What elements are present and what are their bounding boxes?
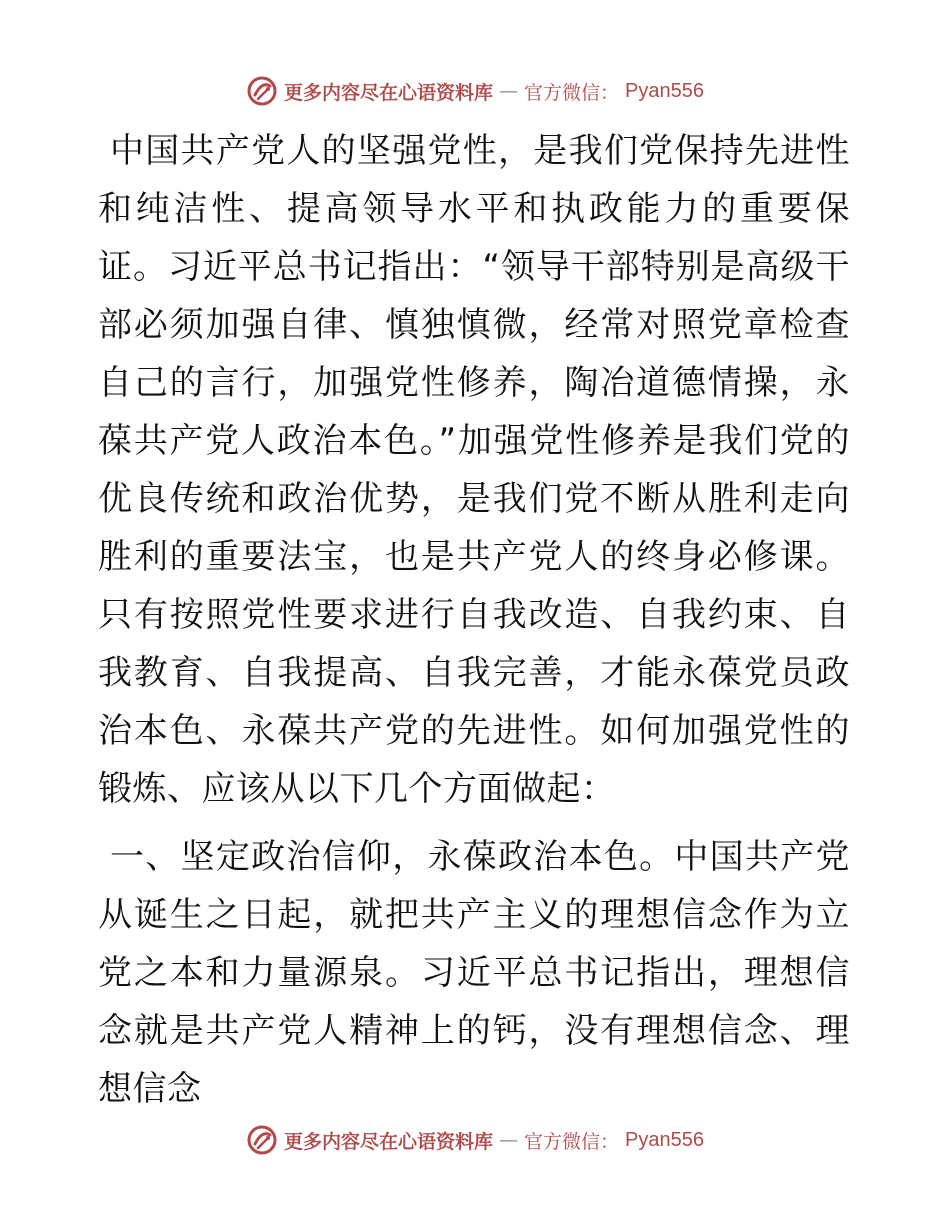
footer-dash: — — [499, 1129, 519, 1151]
document-body — [98, 122, 850, 1118]
header-banner — [0, 71, 950, 111]
footer-site-text: 更多内容尽在心语资料库 — [284, 1130, 494, 1153]
paragraph-section-one: 一、坚定政治信仰，永葆政治本色。中国共产党从诞生之日起，就把共产主义的理想信念作为立党之本和力量源泉。习近平总书记指出，理想信念就是共产党人精神上的钙，没有理想信念、理想信念 — [98, 837, 850, 1109]
paragraph-intro: 中国共产党人的坚强党性，是我们党保持先进性和纯洁性、提高领导水平和执政能力的重要保证。习近平总书记指出：“领导干部特别是高级干部必须加强自律、慎独慎微，经常对照党章检查自己的言行，加强党性修养，陶冶道德情操，永葆共产党人政治本色。”加强党性修养是我们党的优良传统和政治优势，是我们党不断从胜利走向胜利的重要法宝，也是共产党人的终身必修课。只有按照党性要求进行自我改造、自我约束、自我教育、自我提高、自我完善，才能永葆党员政治本色、永葆共产党的先进性。如何加强党性的锻炼、应该从以下几个方面做起： — [98, 131, 850, 809]
footer-wechat-label: 官方微信： — [524, 1130, 620, 1153]
footer-banner — [0, 1120, 950, 1160]
header-site-text: 更多内容尽在心语资料库 — [284, 81, 494, 104]
header-dash: — — [499, 80, 519, 102]
brand-logo-icon — [246, 75, 278, 107]
header-wechat-label: 官方微信： — [524, 81, 620, 104]
header-wechat-id: Pyan556 — [625, 79, 704, 102]
brand-logo-icon — [246, 1124, 278, 1156]
footer-wechat-id: Pyan556 — [625, 1128, 704, 1151]
